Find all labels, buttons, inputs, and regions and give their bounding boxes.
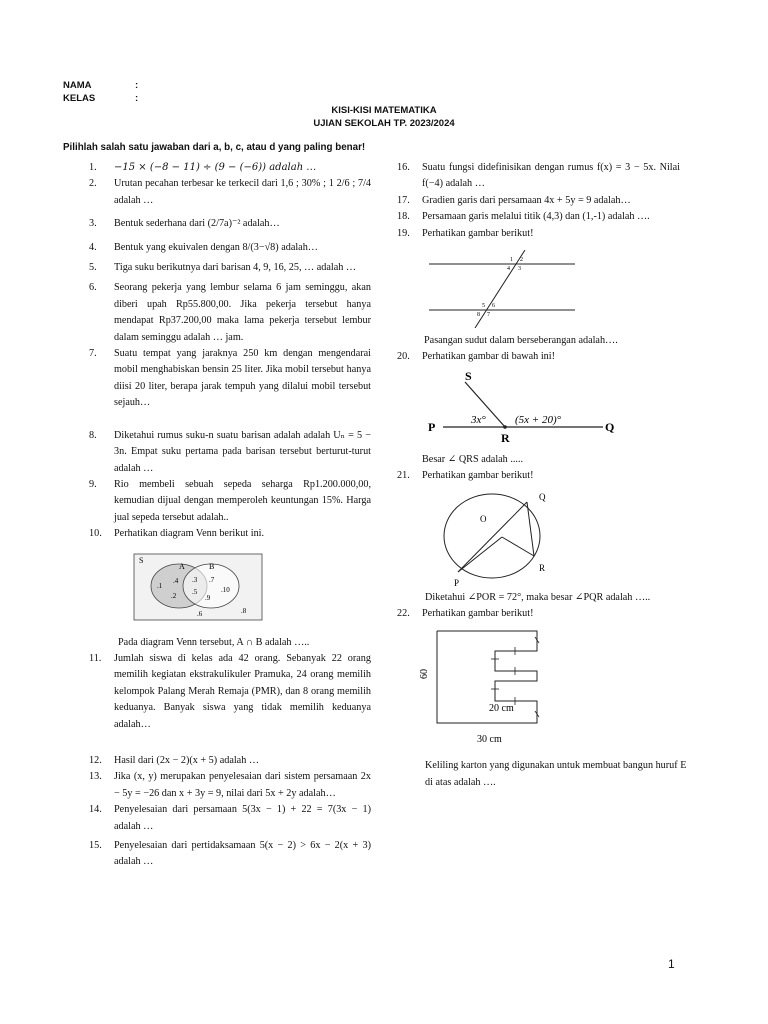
angle-label: 1: [510, 257, 513, 264]
question-14: [89, 802, 371, 835]
question-text: Urutan pecahan terbesar ke terkecil dari 1,6 ; 30% ; 1 2/6 ; 7/4 adalah …: [114, 178, 371, 206]
kelas-label: KELAS: [63, 93, 96, 104]
question-21: [397, 468, 680, 484]
angle-label: 7: [487, 312, 490, 319]
question-1: [89, 160, 371, 176]
question-13: [89, 769, 371, 802]
question-text: Hasil dari (2x − 2)(x + 5) adalah …: [114, 754, 260, 766]
label-o: O: [480, 513, 487, 524]
venn-item: .5: [192, 587, 198, 596]
angle-label: 5: [482, 303, 485, 310]
question-number: 3.: [89, 218, 97, 230]
venn-label-a: A: [179, 561, 185, 571]
question-number: 4.: [89, 241, 97, 253]
question-number: 22.: [397, 608, 410, 620]
question-text: −15 × (−8 − 11) ÷ (9 − (−6)) adalah …: [114, 162, 317, 173]
circle: [444, 494, 540, 578]
kelas-row: [63, 92, 138, 105]
question-text: Jika (x, y) merupakan penyelesaian dari sistem persamaan 2x − 5y = −26 dan x + 3y = 9, nilai dari 5x + 2y adalah…: [114, 771, 371, 799]
venn-item: .3: [192, 575, 198, 584]
question-number: 9.: [89, 478, 97, 490]
question-text: Rio membeli sebuah sepeda seharga Rp1.200.000,00, kemudian dijual dengan memperoleh keuntungan 15%. Harga jual sepeda tersebut adalah..: [114, 478, 371, 523]
label-p: P: [428, 419, 436, 434]
figure-20-caption: Besar ∠ QRS adalah .....: [422, 453, 524, 465]
bottom-length-label: 30 cm: [477, 734, 502, 746]
venn-item: .1: [157, 581, 163, 590]
venn-item: .2: [171, 591, 177, 600]
question-18: [397, 209, 680, 225]
question-text: Persamaan garis melalui titik (4,3) dan (1,-1) adalah ….: [422, 211, 650, 223]
figure-21-caption: Diketahui ∠POR = 72°, maka besar ∠PQR adalah …..: [425, 591, 651, 603]
letter-e-figure: [417, 627, 557, 762]
question-text: Bentuk yang ekuivalen dengan 8/(3−√8) adalah…: [114, 241, 318, 253]
figure-19-caption: Pasangan sudut dalam berseberangan adalah….: [424, 335, 618, 347]
question-text: Diketahui rumus suku-n suatu barisan adalah adalah Uₙ = 5 − 3n. Empat suku pertama pada barisan tersebut berturut-turut adalah …: [114, 429, 371, 474]
question-7: [89, 346, 371, 412]
venn-diagram: [133, 553, 263, 621]
angle-left-label: 3x°: [471, 413, 486, 426]
question-number: 12.: [89, 754, 102, 766]
circle-figure: [442, 490, 567, 590]
label-p: P: [454, 577, 460, 588]
inner-length-label: 20 cm: [489, 703, 514, 715]
side-length-label: 60: [419, 669, 430, 680]
figure-22-caption: Keliling karton yang digunakan untuk membuat bangun huruf E di atas adalah ….: [425, 760, 687, 788]
question-text: Seorang pekerja yang lembur selama 6 jam seminggu, akan diberi upah Rp55.800,00. Jika pekerja tersebut hanya mendapat Rp37.200,00 maka lama pekerja tersebut lembur dalam seminggu adalah … jam.: [114, 282, 371, 343]
question-text: Jumlah siswa di kelas ada 42 orang. Sebanyak 22 orang memilih kegiatan ekstrakulikuler Pramuka, 24 orang memilih kelompok Palang Merah Remaja (PMR), dan 8 orang memilih keduanya. Banyak siswa yang tidak memilih keduanya adalah…: [114, 652, 371, 730]
left-column: [89, 160, 371, 871]
question-number: 16.: [397, 162, 410, 173]
straight-angle-figure: [425, 368, 625, 448]
angle-label: 6: [492, 303, 495, 310]
page-number: 1: [668, 957, 675, 971]
question-16: [397, 160, 680, 193]
point-r: [503, 425, 507, 429]
question-number: 17.: [397, 194, 410, 206]
question-22: [397, 606, 680, 622]
doc-title: KISI-KISI MATEMATIKA: [331, 105, 437, 116]
transversal-line: [475, 250, 525, 328]
question-text: Penyelesaian dari pertidaksamaan 5(x − 2) > 6x − 2(x + 3) adalah …: [114, 840, 371, 868]
nama-label: NAMA: [63, 80, 92, 91]
question-number: 6.: [89, 282, 97, 294]
right-column: [397, 160, 687, 791]
label-q: Q: [539, 491, 546, 502]
question-number: 13.: [89, 771, 102, 783]
segment-or: [502, 537, 534, 556]
question-text: Perhatikan gambar berikut!: [422, 227, 534, 239]
question-text: Perhatikan gambar berikut!: [422, 608, 534, 620]
question-6: [89, 280, 371, 346]
nama-row: [63, 79, 138, 92]
question-number: 11.: [89, 652, 102, 664]
question-15: [89, 838, 371, 871]
angle-label: 8: [477, 312, 480, 319]
nama-colon: :: [135, 80, 139, 91]
venn-item: .8: [241, 606, 247, 615]
venn-label-b: B: [209, 561, 215, 571]
question-text: Perhatikan gambar di bawah ini!: [422, 351, 555, 363]
angle-right-label: (5x + 20)°: [515, 413, 562, 426]
label-s: S: [465, 368, 472, 383]
chord-pq: [458, 502, 527, 572]
e-shape-outline: [437, 631, 537, 723]
question-10: [89, 526, 371, 542]
label-r: R: [501, 430, 510, 445]
angle-label: 3: [518, 266, 521, 273]
angle-label: 2: [520, 257, 523, 264]
question-number: 19.: [397, 227, 410, 239]
kelas-colon: :: [135, 93, 139, 104]
label-q: Q: [605, 419, 615, 434]
question-text: Suatu tempat yang jaraknya 250 km dengan mengendarai mobil menghabiskan bensin 25 liter. Jika mobil tersebut hanya diisi 20 liter, berapa jarak tempuh yang dilalui mobil tersebut sejauh…: [114, 348, 371, 409]
venn-item: .7: [209, 575, 215, 584]
venn-caption: Pada diagram Venn tersebut, A ∩ B adalah …..: [118, 636, 310, 648]
question-text: Bentuk sederhana dari (2/7a)⁻² adalah…: [114, 218, 280, 230]
question-4: [89, 240, 371, 256]
venn-item: .9: [205, 593, 211, 602]
question-number: 14.: [89, 804, 102, 816]
question-2: [89, 176, 371, 209]
question-number: 2.: [89, 178, 97, 190]
venn-item: .6: [197, 609, 203, 618]
instruction: Pilihlah salah satu jawaban dari a, b, c, atau d yang paling benar!: [63, 142, 366, 153]
question-text: Gradien garis dari persamaan 4x + 5y = 9 adalah…: [422, 194, 631, 206]
question-number: 8.: [89, 429, 97, 441]
question-text: Perhatikan gambar berikut!: [422, 470, 534, 482]
parallel-lines-figure: [427, 250, 577, 328]
question-19: [397, 226, 680, 242]
question-number: 10.: [89, 528, 102, 540]
student-header: [63, 79, 138, 105]
question-number: 21.: [397, 470, 410, 482]
question-5: [89, 260, 371, 276]
question-number: 15.: [89, 840, 102, 851]
question-11: [89, 651, 371, 733]
question-text: Suatu fungsi didefinisikan dengan rumus f(x) = 3 − 5x. Nilai f(−4) adalah …: [422, 162, 680, 190]
doc-subtitle: UJIAN SEKOLAH TP. 2023/2024: [313, 118, 455, 129]
question-text: Perhatikan diagram Venn berikut ini.: [114, 528, 265, 540]
venn-label-s: S: [139, 555, 144, 565]
question-text: Penyelesaian dari persamaan 5(3x − 1) + 22 = 7(3x − 1) adalah …: [114, 804, 371, 832]
question-number: 20.: [397, 351, 410, 363]
venn-item: .4: [173, 576, 179, 585]
label-r: R: [539, 562, 546, 573]
question-9: [89, 477, 371, 526]
question-20: [397, 349, 680, 365]
venn-item: .10: [221, 585, 230, 594]
segment-po: [458, 537, 502, 572]
question-number: 5.: [89, 262, 97, 274]
question-text: Tiga suku berikutnya dari barisan 4, 9, 16, 25, … adalah …: [114, 262, 357, 274]
question-number: 1.: [89, 162, 97, 173]
question-8: [89, 428, 371, 477]
question-12: [89, 753, 371, 769]
question-number: 7.: [89, 348, 97, 360]
angle-label: 4: [507, 266, 510, 273]
question-17: [397, 193, 680, 209]
question-3: [89, 216, 371, 232]
question-number: 18.: [397, 211, 410, 223]
